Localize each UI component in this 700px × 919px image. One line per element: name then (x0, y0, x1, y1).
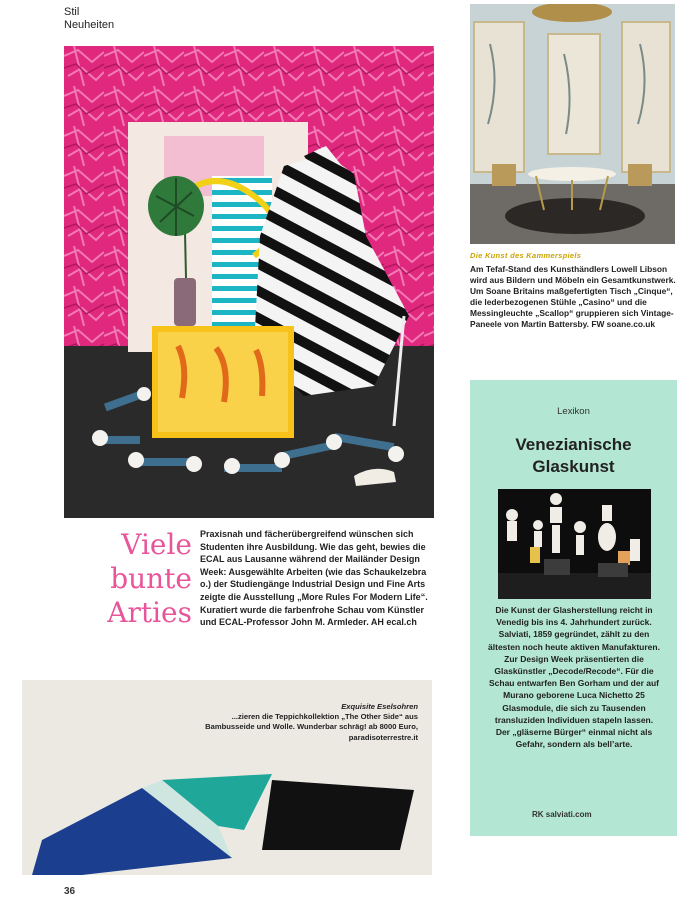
headline-line: Viele (121, 528, 192, 561)
lexikon-credit: RK salviati.com (532, 810, 592, 819)
room-caption-text (470, 264, 682, 330)
rug-caption-kicker: Exquisite Eselsohren (341, 702, 418, 711)
room-caption-kicker: Die Kunst des Kammerspiels (470, 251, 582, 260)
rug-caption-body: ...zieren die Teppichkollektion „The Other Side“ aus Bambusseide und Wolle. Wunderbar schräg! ab 8000 Euro, paradisoterrestre.it (205, 712, 418, 742)
section-subtitle: Neuheiten (64, 19, 115, 31)
rug-caption (190, 702, 418, 743)
lexikon-title-line: Glaskunst (532, 457, 615, 476)
main-body: Praxisnah und fächerübergreifend wünschen sich Studenten ihre Ausbildung. Wie das geht, bewies die ECAL aus Lausanne während der Mailänder Design Week: Ausgewählte Arbeiten (wie das Schaukelzebra o.) der Studiengänge Industrial Design und Fine Arts zeigte die Ausstellung „More Rules For Modern Life“. Kuratiert wurde die farbenfrohe Schau vom Künstler und ECAL-Professor John M. Armleder. (200, 529, 428, 628)
lexikon-tag: Lexikon (557, 406, 590, 417)
lexikon-title-line: Venezianische (515, 435, 632, 454)
lexikon-box (470, 380, 677, 836)
room-installation-photo (470, 4, 675, 244)
zebra-installation-photo (64, 46, 434, 518)
main-credit: AH ecal.ch (370, 617, 417, 628)
glass-sculptures-photo (498, 489, 651, 599)
headline-line: Arties (107, 596, 192, 629)
section-title: Stil (64, 6, 80, 18)
room-caption-credit: FW soane.co.uk (591, 319, 656, 329)
headline-line: bunte (110, 562, 192, 595)
main-headline (82, 528, 192, 630)
page-number: 36 (64, 886, 76, 897)
room-caption-body: Am Tefaf-Stand des Kunsthändlers Lowell Libson wird aus Bildern und Möbeln ein Gesamtkunstwerk. Um Soane Britains maßgefertigten Tisch „Cinque“, die lederbezogenen Stühle „Casino“ und die Messingleuchte „Scallop“ gruppieren sich Vintage-Paneele von Martin Battersby. (470, 264, 676, 329)
main-body-text (200, 528, 432, 629)
lexikon-body: Die Kunst der Glasherstellung reicht in Venedig bis ins 4. Jahrhundert zurück. Salviati, 1859 gegründet, zählt zu den ältesten noch heute aktiven Manufakturen. Zur Design Week präsentierten die Glaskünstler „Decode/Recode“. Für die Schau entwarfen Ben Gorham und der auf Murano geborene Luca Nichetto 25 Glasmodule, die sich zu Tausenden transluziden Individuen stapeln lassen. Der „gläserne Bürger“ einmal nicht als Gefahr, sondern als bell’arte. (488, 605, 660, 750)
lexikon-title (470, 434, 677, 478)
section-label (64, 6, 114, 32)
